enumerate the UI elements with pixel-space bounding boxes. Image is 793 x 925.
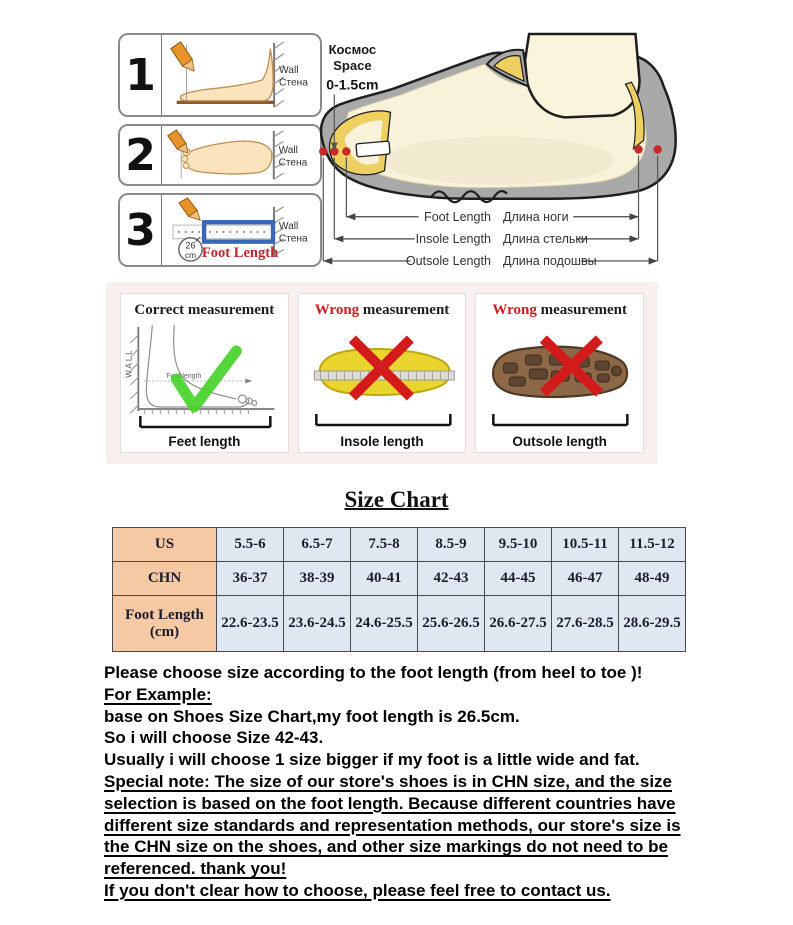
- toe-gap-marker: [356, 141, 390, 157]
- note-line: Special note: The size of our store's shoes is in CHN size, and the size: [104, 771, 673, 791]
- table-row-chn: [113, 562, 686, 596]
- row-header-line1: Foot Length: [125, 606, 204, 623]
- note-line: referenced. thank you!: [104, 859, 287, 879]
- table-cell: 42-43: [418, 562, 485, 596]
- step-3-illustration: [162, 195, 320, 265]
- step-3-card: [118, 193, 322, 267]
- table-cell: 26.6-27.5: [485, 596, 552, 652]
- foot-length-en: Foot Length: [424, 209, 491, 224]
- shoe-measurement-diagram: [318, 20, 698, 272]
- row-header-chn: CHN: [113, 562, 217, 596]
- wall-label-en: Wall: [279, 65, 299, 77]
- measurement-comparison-band: [106, 282, 658, 464]
- step-3-number: 3: [120, 195, 162, 265]
- table-cell: 23.6-24.5: [284, 596, 351, 652]
- insole-drawing: [299, 321, 466, 433]
- table-row-us: [113, 528, 686, 562]
- table-cell: 25.6-26.5: [418, 596, 485, 652]
- note-line: For Example:: [104, 684, 212, 704]
- ruler-measurement-drawing: [163, 197, 319, 263]
- panel-caption: Outsole length: [512, 434, 607, 449]
- length-bracket: [140, 416, 270, 427]
- panel-title: [121, 302, 288, 319]
- shoe-diagram-svg: [318, 20, 698, 271]
- note-line: Please choose size according to the foot length (from heel to toe )!: [104, 663, 643, 682]
- space-label-en: Space: [333, 58, 372, 74]
- feet-length-drawing: [121, 321, 288, 433]
- insole-length-en: Insole Length: [415, 231, 491, 246]
- note-line: Usually i will choose 1 size bigger if my foot is a little wide and fat.: [104, 750, 640, 770]
- wall-label-ru: Стена: [279, 77, 308, 89]
- step-1-card: [118, 33, 322, 117]
- note-line: different size standards and representation methods, our store's size is: [104, 815, 681, 835]
- step-1-illustration: [162, 35, 320, 115]
- foot-length-label: Foot Length: [201, 245, 279, 262]
- table-cell: 38-39: [284, 562, 351, 596]
- table-cell: 28.6-29.5: [619, 596, 686, 652]
- insole-length-ru: Длина стельки: [502, 231, 588, 246]
- space-value: 0-1.5cm: [326, 76, 379, 93]
- wall-label-en: Wall: [278, 145, 298, 157]
- foot-side-view-drawing: [163, 37, 319, 113]
- table-cell: 7.5-8: [351, 528, 418, 562]
- row-header-us: US: [113, 528, 217, 562]
- space-label-ru: Космос: [328, 42, 377, 58]
- table-cell: 10.5-11: [552, 528, 619, 562]
- leg-shape: [525, 34, 639, 117]
- outsole-length-ru: Длина подошвы: [502, 253, 597, 268]
- size-chart-table: [112, 527, 686, 652]
- foot-shape: [180, 49, 273, 101]
- panel-caption: Feet length: [168, 434, 241, 449]
- panel-title-rest: measurement: [359, 302, 450, 318]
- wall-label-ru: Стена: [278, 233, 308, 245]
- table-cell: 11.5-12: [619, 528, 686, 562]
- step-2-illustration: [162, 126, 320, 184]
- table-cell: 36-37: [217, 562, 284, 596]
- measuring-steps: [118, 33, 322, 267]
- foot-length-sketch-label: Foot length: [166, 373, 202, 380]
- correct-measurement-panel: [120, 293, 289, 453]
- foot-top-view-drawing: [163, 128, 319, 182]
- outsole-length-en: Outsole Length: [405, 253, 491, 268]
- foot-length-ru: Длина ноги: [502, 209, 569, 224]
- row-header-line2: (cm): [149, 623, 180, 640]
- step-1-number: 1: [120, 35, 162, 115]
- table-cell: 40-41: [351, 562, 418, 596]
- panel-title: [299, 302, 466, 319]
- note-line: selection is based on the foot length. Because different countries have: [104, 793, 676, 813]
- panel-title-emphasis: Wrong: [314, 302, 360, 318]
- size-chart-title: Size Chart: [344, 487, 449, 512]
- panel-title-rest: measurement: [184, 302, 275, 318]
- panel-caption: Insole length: [340, 434, 424, 449]
- panel-title-rest: measurement: [536, 302, 627, 318]
- note-line: base on Shoes Size Chart,my foot length is 26.5cm.: [104, 706, 520, 726]
- panel-title-emphasis: Correct: [134, 302, 185, 318]
- ruler-unit: cm: [185, 251, 197, 261]
- wrong-outsole-panel: [475, 293, 644, 453]
- panel-title: [476, 302, 643, 319]
- wall-label-ru: Стена: [278, 157, 308, 169]
- wall-label-en: Wall: [278, 221, 299, 233]
- table-cell: 46-47: [552, 562, 619, 596]
- step-2-card: [118, 124, 322, 186]
- sizing-notes: [104, 662, 764, 902]
- table-cell: 5.5-6: [217, 528, 284, 562]
- table-cell: 27.6-28.5: [552, 596, 619, 652]
- table-row-foot-length: [113, 596, 686, 652]
- table-cell: 9.5-10: [485, 528, 552, 562]
- row-header-foot-length: [113, 596, 217, 652]
- table-cell: 48-49: [619, 562, 686, 596]
- wrong-insole-panel: [298, 293, 467, 453]
- length-bracket: [494, 414, 628, 425]
- length-bracket: [316, 414, 450, 425]
- note-line: If you don't clear how to choose, please feel free to contact us.: [104, 880, 611, 900]
- note-line: the CHN size on the shoes, and other size markings do not need to be: [104, 837, 668, 857]
- ruler-value: 26: [185, 240, 196, 251]
- wall-vertical-label: WALL: [124, 348, 134, 378]
- table-cell: 8.5-9: [418, 528, 485, 562]
- table-cell: 22.6-23.5: [217, 596, 284, 652]
- foot-shape: [184, 141, 272, 174]
- table-cell: 24.6-25.5: [351, 596, 418, 652]
- note-line: So i will choose Size 42-43.: [104, 728, 324, 748]
- outsole-drawing: [476, 321, 643, 433]
- table-cell: 6.5-7: [284, 528, 351, 562]
- panel-title-emphasis: Wrong: [492, 302, 537, 318]
- table-cell: 44-45: [485, 562, 552, 596]
- step-2-number: 2: [120, 126, 162, 184]
